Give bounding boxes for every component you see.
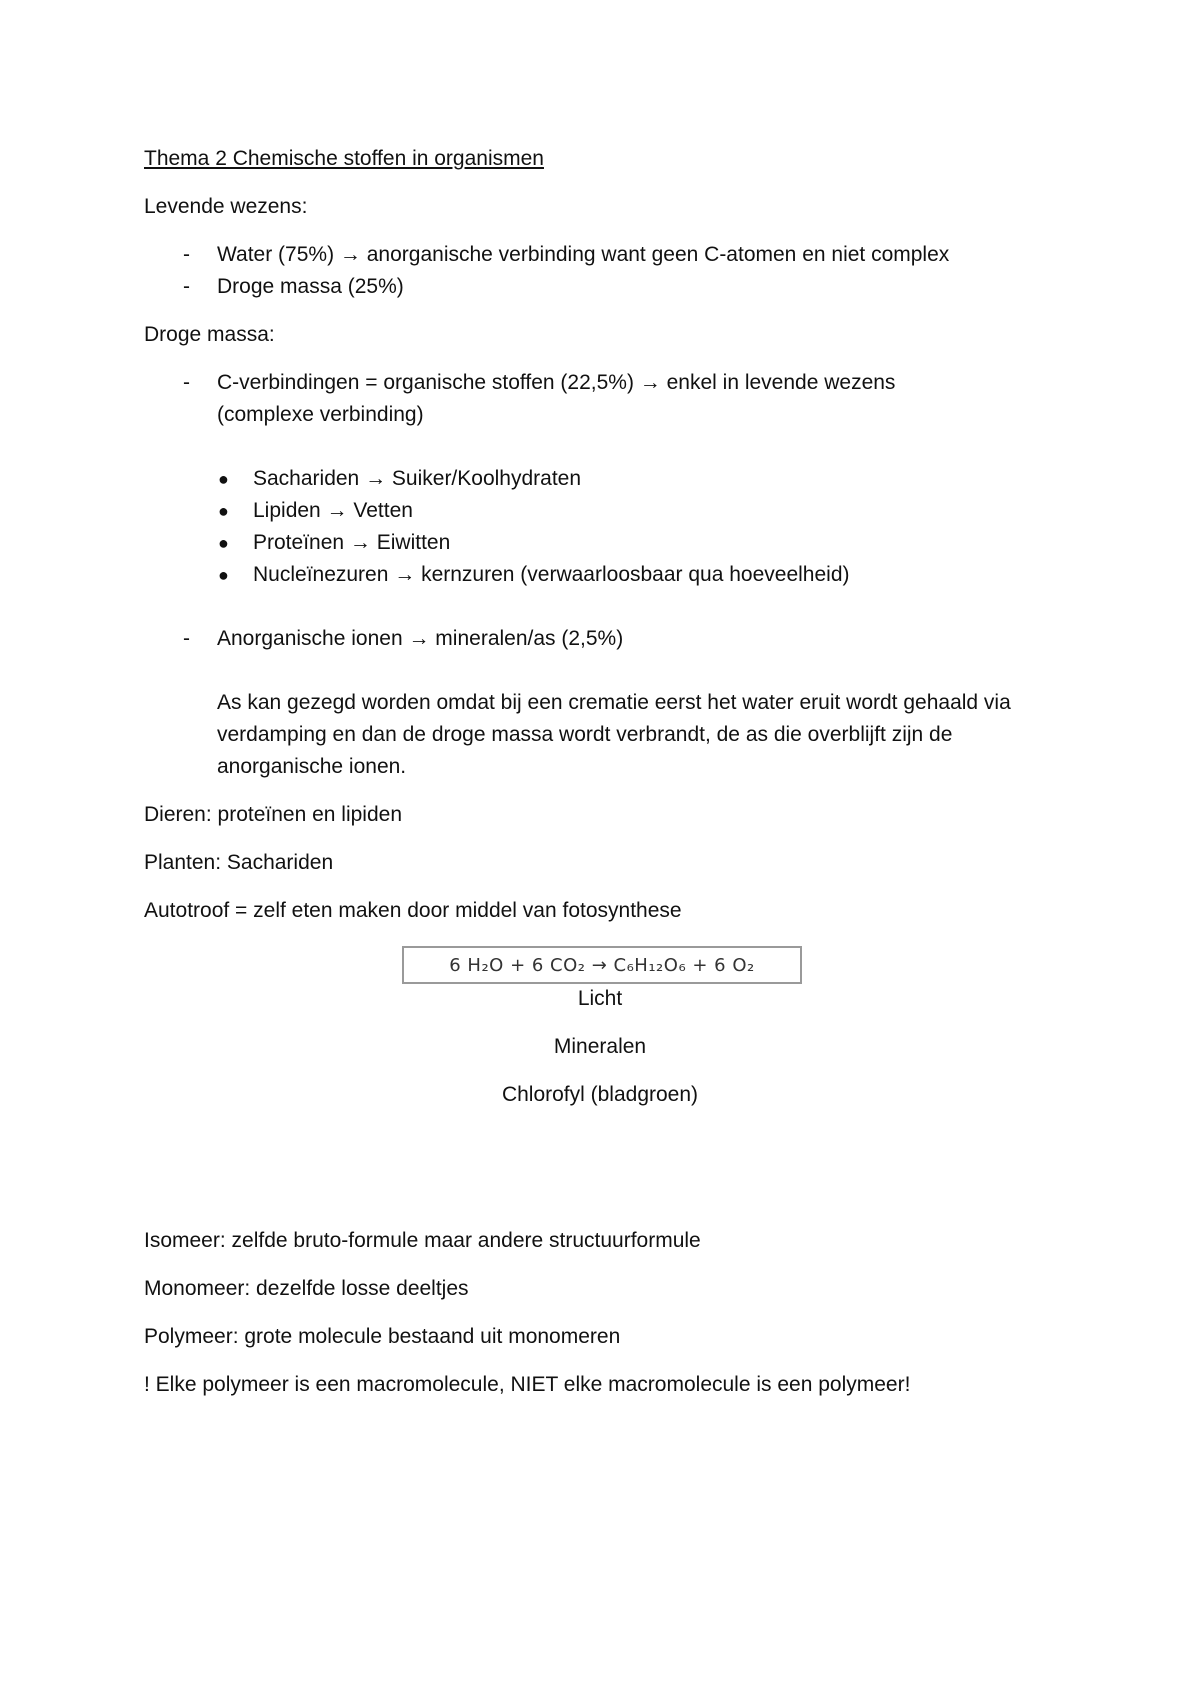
explanation-line-3: anorganische ionen. bbox=[217, 755, 407, 778]
dash-marker: - bbox=[183, 275, 190, 298]
condition-chlorofyl: Chlorofyl (bladgroen) bbox=[501, 1083, 699, 1106]
condition-licht: Licht bbox=[577, 987, 623, 1010]
text-autotroof: Autotroof = zelf eten maken door middel van fotosynthese bbox=[144, 899, 682, 922]
bullet-item-sachariden: Sachariden → Suiker/Koolhydraten bbox=[253, 467, 582, 490]
list-item-c-verbindingen-cont: (complexe verbinding) bbox=[217, 403, 424, 426]
text-dieren: Dieren: proteïnen en lipiden bbox=[144, 803, 403, 826]
explanation-line-2: verdamping en dan de droge massa wordt verbrandt, de as die overblijft zijn de bbox=[217, 723, 953, 746]
list-item-droge-massa: Droge massa (25%) bbox=[217, 275, 404, 298]
bullet-item-lipiden: Lipiden → Vetten bbox=[253, 499, 413, 522]
photosynthesis-equation: 6 H₂O + 6 CO₂ → C₆H₁₂O₆ + 6 O₂ bbox=[402, 946, 802, 984]
bullet-item-nucleinezuren: Nucleïnezuren → kernzuren (verwaarloosbaar qua hoeveelheid) bbox=[253, 563, 850, 586]
list-item-anorganische-ionen: Anorganische ionen → mineralen/as (2,5%) bbox=[217, 627, 624, 650]
heading-droge-massa: Droge massa: bbox=[144, 323, 275, 346]
bullet-marker: ● bbox=[218, 565, 229, 585]
explanation-line-1: As kan gezegd worden omdat bij een crematie eerst het water eruit wordt gehaald via bbox=[217, 691, 1011, 714]
bullet-marker: ● bbox=[218, 501, 229, 521]
dash-marker: - bbox=[183, 627, 190, 650]
heading-levende-wezens: Levende wezens: bbox=[144, 195, 308, 218]
list-item-water: Water (75%) → anorganische verbinding want geen C-atomen en niet complex bbox=[217, 243, 950, 266]
bullet-marker: ● bbox=[218, 469, 229, 489]
dash-marker: - bbox=[183, 371, 190, 394]
definition-polymeer: Polymeer: grote molecule bestaand uit monomeren bbox=[144, 1325, 621, 1348]
condition-mineralen: Mineralen bbox=[553, 1035, 647, 1058]
dash-marker: - bbox=[183, 243, 190, 266]
definition-isomeer: Isomeer: zelfde bruto-formule maar andere structuurformule bbox=[144, 1229, 701, 1252]
bullet-marker: ● bbox=[218, 533, 229, 553]
bullet-item-proteinen: Proteïnen → Eiwitten bbox=[253, 531, 451, 554]
definition-monomeer: Monomeer: dezelfde losse deeltjes bbox=[144, 1277, 469, 1300]
note-polymeer-macromolecule: ! Elke polymeer is een macromolecule, NIET elke macromolecule is een polymeer! bbox=[144, 1373, 911, 1396]
text-planten: Planten: Sachariden bbox=[144, 851, 334, 874]
list-item-c-verbindingen: C-verbindingen = organische stoffen (22,5%) → enkel in levende wezens bbox=[217, 371, 896, 394]
page-title: Thema 2 Chemische stoffen in organismen bbox=[144, 147, 544, 170]
